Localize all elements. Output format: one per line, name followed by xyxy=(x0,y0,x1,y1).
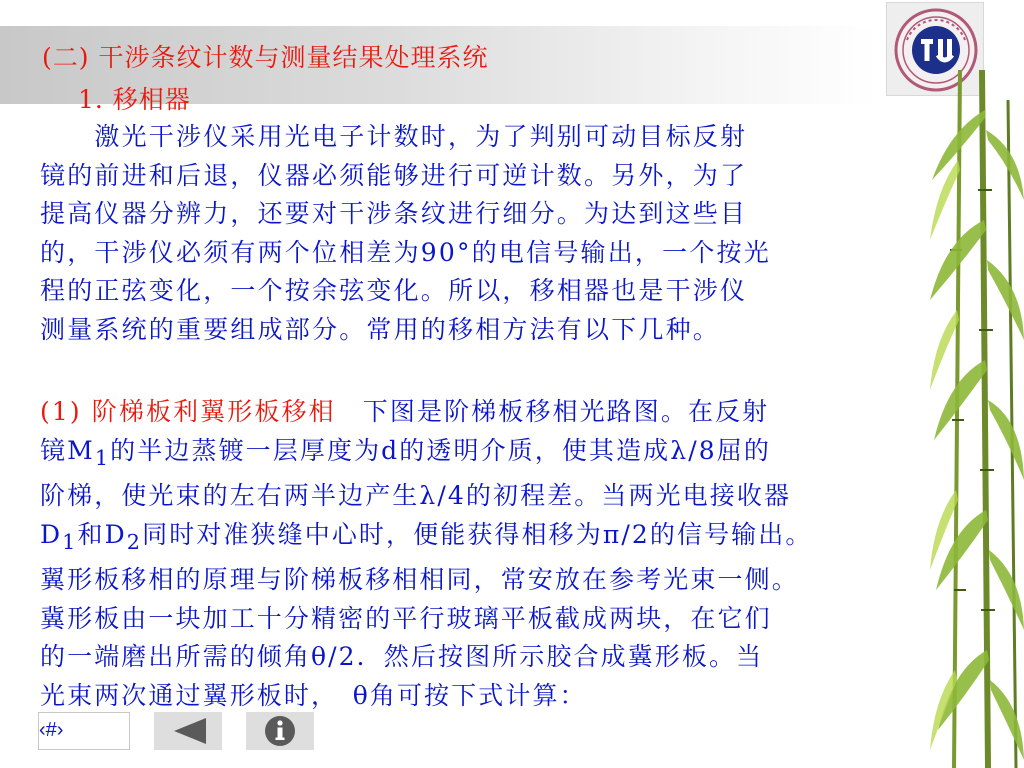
subscript: 1 xyxy=(62,529,78,554)
bamboo-decoration xyxy=(930,70,1024,768)
subscript: 2 xyxy=(126,529,143,554)
slide-subtitle: 1. 移相器 xyxy=(78,85,191,114)
text-line: 镜的前进和后退，仪器必须能够进行可逆计数。另外，为了 xyxy=(40,160,748,190)
text-line xyxy=(40,516,940,562)
text-line: 的，干涉仪必须有两个位相差为90°的电信号输出，一个按光 xyxy=(40,237,771,267)
previous-slide-button[interactable] xyxy=(154,712,222,750)
text-run: 同时对准狭缝中心时，便能获得相移为π/2的信号输出。 xyxy=(142,519,813,549)
text-line: 冀形板由一块加工十分精密的平行玻璃平板截成两块，在它们 xyxy=(40,603,772,633)
section-heading: (1) 阶梯板利翼形板移相 xyxy=(40,397,336,426)
text-run: 的半边蒸镀一层厚度为d的透明介质，使其造成λ/8屈的 xyxy=(110,435,771,465)
text-line: 程的正弦变化，一个按余弦变化。所以，移相器也是干涉仪 xyxy=(40,276,748,305)
slide-number-box xyxy=(38,712,130,750)
info-button[interactable] xyxy=(246,712,314,750)
slide-title: (二) 干涉条纹计数与测量结果处理系统 xyxy=(42,43,489,72)
info-icon xyxy=(246,712,314,750)
intro-paragraph xyxy=(40,118,940,349)
text-line: 提高仪器分辨力，还要对干涉条纹进行细分。为达到这些目 xyxy=(40,199,748,228)
subscript: 1 xyxy=(94,445,111,470)
text-line xyxy=(40,393,940,432)
text-line xyxy=(40,432,940,478)
text-line: 激光干涉仪采用光电子计数时，为了判别可动目标反射 xyxy=(40,122,748,151)
text-run: 下图是阶梯板移相光路图。在反射 xyxy=(335,397,770,426)
text-run: D xyxy=(40,519,63,549)
triangle-left-icon xyxy=(154,712,222,750)
text-line: 的一端磨出所需的倾角θ/2．然后按图所示胶合成冀形板。当 xyxy=(40,642,764,671)
slide-number: ‹#› xyxy=(39,719,64,741)
text-line: 光束两次通过翼形板时， θ角可按下式计算： xyxy=(40,680,587,710)
text-run: 镜M xyxy=(40,435,95,465)
text-run: 和D xyxy=(77,519,127,549)
text-line: 测量系统的重要组成部分。常用的移相方法有以下几种。 xyxy=(40,314,721,344)
text-line: 阶梯，使光束的左右两半边产生λ/4的初程差。当两光电接收器 xyxy=(40,481,792,510)
text-line: 翼形板移相的原理与阶梯板移相相同，常安放在参考光束一侧。 xyxy=(40,565,799,594)
phase-shifter-paragraph xyxy=(40,393,940,715)
